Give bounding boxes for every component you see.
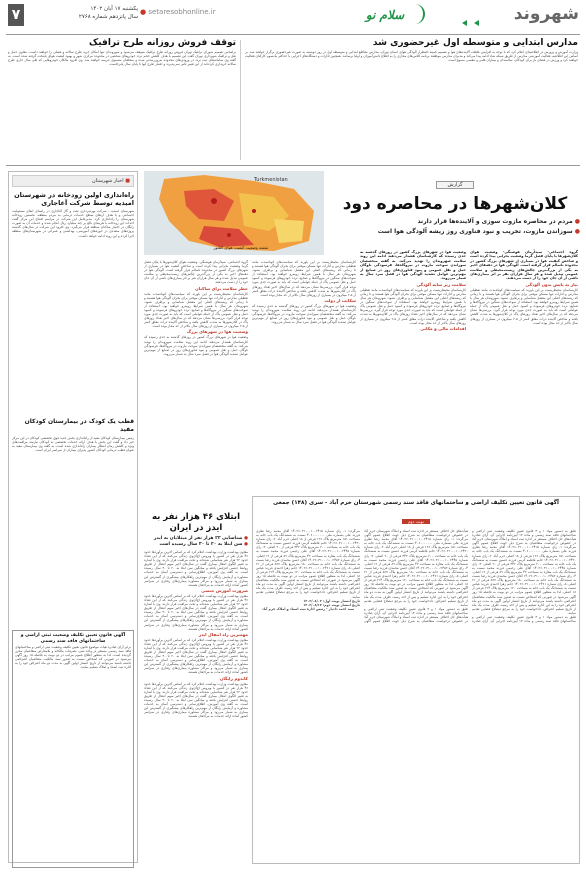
main-col-body-4b: کارشناسان محیط‌زیست بر این باورند که سیاست‌های کوتاه‌مدت مانند تعطیلی مدارس و ادارات تنها مسکن موقتی برای بحران آلودگی هوا هستند و تا زمانی که ریشه‌های اصلی این معضل شناسایی و برطرف نشود، شهروندان هر سال با همین شرایط روبه‌رو خواهند بود. استفاده از سوخت‌های سنگین در نیروگاه‌ها و صنایع، تردد خودروهای فرسوده و کمبود حمل و نقل عمومی پاک از جمله عواملی است که باید به صورت جدی مورد توجه قرار گیرد. بررسی‌ها نشان می‌دهد که در سال‌های اخیر تعداد روزهای پاک در کلان‌شهرها به شدت کاهش یافته و شاخص آلاینده ذرات معلق کمتر از ۲.۵ میکرون در بسیاری از روزهای سال بالاتر از حد مجاز بوده است. (144, 291, 248, 329)
bullet-dot-icon-3: ● (244, 536, 248, 541)
chevron-left-icon-2 (474, 20, 479, 26)
sidebar-body-2: رئیس بیمارستان کودکان مفید از راه‌اندازی بخش جدید فوق تخصصی کودکان در این مرکز خبر داد و گفت این بخش با هدف ارائه خدمات تخصصی به کودکان نیازمند مراقبت‌های ویژه و کاهش زمان انتظار بیماران راه‌اندازی شده است. به گفته وی بیمارستان مفید به عنوان قطب درمانی کودکان کشور پذیرای بیماران از سراسر ایران است. (12, 436, 134, 453)
main-col-body-3: کارشناسان محیط‌زیست بر این باورند که سیاست‌های کوتاه‌مدت مانند تعطیلی مدارس و ادارات تنها مسکن موقتی برای بحران آلودگی هوا هستند و تا زمانی که ریشه‌های اصلی این معضل شناسایی و برطرف نشود، شهروندان هر سال با همین شرایط روبه‌رو خواهند بود. استفاده از سوخت‌های سنگین در نیروگاه‌ها و صنایع، تردد خودروهای فرسوده و کمبود حمل و نقل عمومی پاک از جمله عواملی است که باید به صورت جدی مورد توجه قرار گیرد. بررسی‌ها نشان می‌دهد که در سال‌های اخیر تعداد روزهای پاک در کلان‌شهرها به شدت کاهش یافته و شاخص آلاینده ذرات معلق کمتر از ۲.۵ میکرون در بسیاری از روزهای سال بالاتر از حد مجاز بوده است. (252, 260, 356, 297)
legal-notice-columns (256, 529, 576, 864)
main-col-sub-4: شکایت از دولت (324, 297, 356, 303)
main-col-body-3b: وضعیت هوا در شهرهای بزرگ کشور در روزهای گذشته به حدی رسیده که کارشناسان هشدار می‌دهند ادامه این روند سلامت شهروندان را تهدید می‌کند. به گفته متخصصان سوزاندن سوخت مازوت در نیروگاه‌ها، فرسودگی ناوگان حمل و نقل عمومی و نبود فناوری‌های روز در صنایع از مهم‌ترین عوامل تشدید آلودگی هوا در فصل سرد سال به شمار می‌روند. (252, 303, 356, 325)
sidebar-label-bar: ■ اخبار شهرستان (12, 175, 134, 187)
aids-sub-2: ● سن ابتلا به ۲۰ تا ۳۰ سال رسیده است (159, 542, 248, 547)
aids-body-2: معاون بهداشت وزارت بهداشت اعلام کرد که بر اساس آخرین برآوردها حدود ۴۶ هزار نفر در کشور با ویروس اچ‌آی‌وی زندگی می‌کنند که از این تعداد حدود ۲۲ هزار نفر شناسایی شده‌اند و تحت مراقبت قرار دارند. وی با اشاره به تغییر الگوی انتقال بیماری گفت در سال‌های اخیر سهم انتقال از طریق روابط جنسی افزایش یافته و میانگین سن ابتلا به ۲۰ تا ۳۰ سال رسیده است. به گفته وی آموزش، اطلاع‌رسانی و دسترسی آسان به خدمات مشاوره و آزمایش رایگان از مهم‌ترین راهکارهای پیشگیری از گسترش این بیماری به شمار می‌رود و مراکز مشاوره بیماری‌های رفتاری در سراسر کشور آماده ارائه خدمات به مراجعان هستند. (144, 593, 248, 631)
legal-notice-body: طبق به دستور مواد ۱ و ۳ قانون تعیین تکلیف وضعیت ثبتی اراضی و ساختمانهای فاقد سند رسمی و ماده ۱۳ آیین‌نامه اجرایی آن، آرای صادره هیأت‌های حل اختلاف مستقر در اداره ثبت اسناد و املاک شهرستان خرم آباد در خصوص درخواست متقاضیان به شرح ذیل جهت اطلاع عموم آگهی می‌گردد: ۱- رای شماره ۱۴۰۲۶۰۳۱۰۰۰۱۰۰۲۴۱۵ آقای محمد رضا نظری فرزند علی بشماره ملی ۴۰۶۰۰۰۰۰۰۰ نسبت به ششدانگ یک باب خانه به مساحت ۱۵۱ مترمربع پلاک ۱۲۶ فرعی از ۱۸ اصلی خرم آباد. ۲- رای شماره ۱۴۰۲۶۰۳۱۰۰۰۱۰۰۲۴۳۰ خانم فاطمه کرمی فرزند حسین نسبت به ششدانگ یک باب خانه به مساحت ۲۰۰ مترمربع پلاک ۳۴۲ فرعی از ۲۰ اصلی. ۳- رای شماره ۱۴۰۲۶۰۳۱۰۰۰۱۰۰۲۴۴۵ آقای علی رحیمی فرزند محمد نسبت به ششدانگ یک باب مغازه به مساحت ۴۲ مترمربع پلاک ۸۹ فرعی از ۱۹ اصلی. ۴- رای شماره ۱۴۰۲۶۰۳۱۰۰۰۱۰۰۲۴۵۲ آقای حسن محمدی فرزند رضا نسبت به ششدانگ یک باب خانه به مساحت ۱۸۰ مترمربع پلاک ۵۶۷ فرعی از ۲۱ اصلی. ۵- رای شماره ۱۴۰۲۶۰۳۱۰۰۰۱۰۰۲۴۶۱ خانم زهرا احمدی فرزند عباس نسبت به ششدانگ یک باب خانه به مساحت ۱۲۰ مترمربع پلاک ۲۱۴ فرعی از ۱۸ اصلی. لذا به منظور اطلاع عموم مراتب در دو نوبت به فاصله ۱۵ روز آگهی می‌شود در صورتی که اشخاص نسبت به صدور سند مالکیت متقاضیان اعتراضی داشته باشند می‌توانند از تاریخ انتشار اولین آگهی به مدت دو ماه اعتراض خود را به این اداره تسلیم و پس از اخذ رسید، ظرف مدت یک ماه از تاریخ تسلیم اعتراض، دادخواست خود را به مرجع ذیصلاح قضایی تقدیم نمایند. (472, 529, 577, 615)
main-lead-column (470, 250, 578, 490)
sidebar-ad (12, 630, 134, 868)
aids-col-sub-2: مهمترین راه انتقال ایدز (198, 631, 248, 637)
main-col-body-1: کارشناسان محیط‌زیست بر این باورند که سیاست‌های کوتاه‌مدت مانند تعطیلی مدارس و ادارات تنها مسکن موقتی برای بحران آلودگی هوا هستند و تا زمانی که ریشه‌های اصلی این معضل شناسایی و برطرف نشود، شهروندان هر سال با همین شرایط روبه‌رو خواهند بود. استفاده از سوخت‌های سنگین در نیروگاه‌ها و صنایع، تردد خودروهای فرسوده و کمبود حمل و نقل عمومی پاک از جمله عواملی است که باید به صورت جدی مورد توجه قرار گیرد. بررسی‌ها نشان می‌دهد که در سال‌های اخیر تعداد روزهای پاک در کلان‌شهرها به شدت کاهش یافته و شاخص آلاینده ذرات معلق کمتر از ۲.۵ میکرون در بسیاری از روزهای سال بالاتر از حد مجاز بوده است. (470, 287, 578, 325)
air-quality-map (144, 171, 324, 255)
main-col-sub-3: اقدامات مالی و مکانی (420, 325, 466, 331)
main-col-body-2: کارشناسان محیط‌زیست بر این باورند که سیاست‌های کوتاه‌مدت مانند تعطیلی مدارس و ادارات تنها مسکن موقتی برای بحران آلودگی هوا هستند و تا زمانی که ریشه‌های اصلی این معضل شناسایی و برطرف نشود، شهروندان هر سال با همین شرایط روبه‌رو خواهند بود. استفاده از سوخت‌های سنگین در نیروگاه‌ها و صنایع، تردد خودروهای فرسوده و کمبود حمل و نقل عمومی پاک از جمله عواملی است که باید به صورت جدی مورد توجه قرار گیرد. بررسی‌ها نشان می‌دهد که در سال‌های اخیر تعداد روزهای پاک در کلان‌شهرها به شدت کاهش یافته و شاخص آلاینده ذرات معلق کمتر از ۲.۵ میکرون در بسیاری از روزهای سال بالاتر از حد مجاز بوده است. (360, 287, 466, 325)
sidebar (8, 171, 138, 863)
page-number: ۷ (11, 7, 21, 23)
main-story-header (330, 171, 580, 247)
header-issue: سال پانزدهم شماره ۲۷۶۸ (78, 14, 138, 20)
top-left-headline: توقف فروش روزانه طرح ترافیک (89, 38, 236, 48)
aids-body: معاون بهداشت وزارت بهداشت اعلام کرد که بر اساس آخرین برآوردها حدود ۴۶ هزار نفر در کشور با ویروس اچ‌آی‌وی زندگی می‌کنند که از این تعداد حدود ۲۲ هزار نفر شناسایی شده‌اند و تحت مراقبت قرار دارند. وی با اشاره به تغییر الگوی انتقال بیماری گفت در سال‌های اخیر سهم انتقال از طریق روابط جنسی افزایش یافته و میانگین سن ابتلا به ۲۰ تا ۳۰ سال رسیده است. به گفته وی آموزش، اطلاع‌رسانی و دسترسی آسان به خدمات مشاوره و آزمایش رایگان از مهم‌ترین راهکارهای پیشگیری از گسترش این بیماری به شمار می‌رود و مراکز مشاوره بیماری‌های رفتاری در سراسر کشور آماده ارائه خدمات به مراجعان هستند. (144, 550, 248, 587)
paper-logo: سلام نو (365, 8, 405, 22)
newspaper-icon: ■ (125, 178, 130, 184)
sidebar-ad-body: برابر آرای صادره هیات موضوع قانون تعیین تکلیف وضعیت ثبتی اراضی و ساختمانهای فاقد سند رسمی مستقر در واحد ثبتی، تصرفات مالکانه و بلامعارض متقاضیان محرز گردیده است. لذا به منظور اطلاع عموم مراتب در دو نوبت به فاصله ۱۵ روز آگهی می‌شود در صورتی که اشخاص نسبت به صدور سند مالکیت متقاضیان اعتراضی داشته باشند می‌توانند از تاریخ انتشار اولین آگهی به مدت دو ماه اعتراض خود را به اداره ثبت اسناد و املاک تسلیم نمایند. (15, 645, 131, 670)
main-col-sub-6: وضعیت هوا در شهرهای بزرگ (186, 329, 248, 335)
top-left-body: براساس تصمیم شورای ترافیک تهران فروش روزانه طرح ترافیک متوقف می‌شود و شهروندان تنها امکان خرید طرح سالانه و فصلی را خواهند داشت. معاون حمل و نقل و ترافیک شهرداری تهران گفت این تصمیم با هدف کاهش حجم تردد خودروهای شخصی در محدوده مرکزی شهر و بهبود کیفیت هوای پایتخت گرفته شده است. به گفته وی سامانه‌های ثبت تردد در ورودی‌های محدوده به‌روزرسانی شده و متخلفان مشمول جریمه خواهند شد. وی افزود مالکان خودروهایی که طی سال جاری طرح سالانه خریداری کرده‌اند از این تغییر تاثیر نمی‌پذیرند و اعتبار طرح آنها تا پایان سال پابرجاست. (8, 50, 236, 67)
aids-body-4: معاون بهداشت وزارت بهداشت اعلام کرد که بر اساس آخرین برآوردها حدود ۴۶ هزار نفر در کشور با ویروس اچ‌آی‌وی زندگی می‌کنند که از این تعداد حدود ۲۲ هزار نفر شناسایی شده‌اند و تحت مراقبت قرار دارند. وی با اشاره به تغییر الگوی انتقال بیماری گفت در سال‌های اخیر سهم انتقال از طریق روابط جنسی افزایش یافته و میانگین سن ابتلا به ۲۰ تا ۳۰ سال رسیده است. به گفته وی آموزش، اطلاع‌رسانی و دسترسی آسان به خدمات مشاوره و آزمایش رایگان از مهم‌ترین راهکارهای پیشگیری از گسترش این بیماری به شمار می‌رود و مراکز مشاوره بیماری‌های رفتاری در سراسر کشور آماده ارائه خدمات به مراجعان هستند. (144, 681, 248, 719)
top-right-body: وزارت آموزش و پرورش در اطلاعیه‌ای اعلام کرد که با توجه به افزایش غلظت آلاینده‌های هوا و تصمیم کمیته اضطرار آلودگی هوای استان تهران، مدارس مقاطع ابتدایی و متوسطه اول در روز دوشنبه به صورت غیرحضوری برگزار خواهند شد. بر اساس این اطلاعیه، فعالیت آموزشی مدارس از طریق شبکه شاد ادامه پیدا می‌کند و مدیران مدارس موظفند برنامه کلاس‌های مجازی را به اطلاع دانش‌آموزان و اولیا برسانند. همچنین ادارات و دستگاه‌های اجرایی با حداکثر یک‌سوم کارکنان فعالیت خواهند کرد و ورزش در فضای باز برای کودکان، سالمندان و بیماران قلبی و تنفسی ممنوع است. (245, 50, 578, 63)
bullet-dot-icon: ● (574, 218, 580, 225)
map-label-turkmenistan: Turkmenistan (254, 177, 288, 183)
kicker-badge: گزارش (436, 181, 473, 189)
legal-notice-tag: نوبت دوم (256, 508, 576, 527)
main-col-2 (360, 250, 466, 490)
sidebar-headline-1: راه‌اندازی اولین زودخانه در شهرستان امیدیه توسط شرکت آغاجاری (14, 191, 134, 207)
sidebar-headline-2: قطب‌ یک کودک در بیمارستان کودکان مفید (24, 418, 134, 433)
legal-notice-signer: سید احمد دادیار - رئیس اداره ثبت اسناد و املاک خرم آباد (262, 606, 354, 611)
aids-sub-1: ● شناسایی ۲۲ هزار نفر از مبتلایان به ایدز (153, 536, 248, 541)
main-sub-1: ● مردم در محاصره مازوت سوزی و آلاینده‌ها قرار دارند (417, 218, 580, 225)
main-col-sub-1: نیاز به پایش بدون آلودگی (525, 281, 578, 287)
header-date: یکشنبه ۱۷ آبان ۱۴۰۲ (90, 6, 138, 12)
top-right-story (245, 38, 578, 162)
legal-notice-date-2: تاریخ انتشار نوبت دوم: ۱۴۰۲/۰۸/۱۷ (303, 602, 360, 607)
section-chevrons (462, 11, 492, 21)
main-col-sub-2: سلامت زیر سایه آلودگی (416, 281, 466, 287)
main-col-body-4: گروه اجتماعی- سیدآرمان هوشنگی- وضعیت هوای کلان‌شهرها با پایان فصل گرما وضعیت بحرانی پیدا کرده است و شاخص کیفیت هوا در بسیاری از شهرهای بزرگ کشور در محدوده ناسالم قرار گرفته است. آلودگی هوا در دهه‌های اخیر به یکی از بزرگ‌ترین چالش‌های زیست‌محیطی و سلامت عمومی تبدیل شده و هر سال هزاران نفر بر اثر بیماری‌های ناشی از آن جان خود را از دست می‌دهند. (144, 260, 248, 285)
page-number-badge (8, 4, 24, 26)
iran-map-graphic (144, 171, 324, 255)
section-rule (6, 165, 580, 166)
red-dot-icon: ● (140, 8, 147, 16)
aids-col-sub-3: کاندوم رایگان (219, 675, 248, 681)
site-url: ● setaresobhonline.ir (140, 8, 216, 16)
aids-col-sub-1: ضرورت آموزش جنسی (201, 587, 248, 593)
section-title: شهروند (513, 4, 579, 24)
top-divider (240, 40, 241, 160)
map-caption: نقشه وضعیت کیفیت هوای کشور (213, 245, 268, 250)
sidebar-body-1: شهرستان امیدیه - شرکت بهره‌برداری نفت و گاز آغاجاری در راستای ایفای مسئولیت اجتماعی و با هدف ارتقای سطح خدمات درمانی به مردم منطقه، نخستین زودخانه شهرستان را راه‌اندازی کرد. مدیرعامل این شرکت در مراسم افتتاح این مرکز گفت احداث این زودخانه با هزینه‌ای بالغ بر چند میلیارد ریال انجام شده و خدمات آن به صورت رایگان در اختیار ساکنان منطقه قرار می‌گیرد. وی افزود این شرکت در سال‌های گذشته پروژه‌های متعددی در حوزه‌های آموزشی، بهداشتی و عمرانی در شهرستان‌های منطقه اجرا کرده و این روند ادامه خواهد داشت. (12, 209, 134, 238)
main-col-3 (252, 260, 356, 490)
legal-notice (252, 496, 580, 864)
legal-notice-date-1: تاریخ انتشار نوبت اول: ۱۴۰۲/۰۸/۰۲ (303, 598, 360, 603)
top-right-headline: مدارس ابتدایی و متوسطه اول غیرحضوری شد (372, 38, 578, 48)
header-rule (6, 34, 580, 35)
page-header (0, 0, 586, 42)
top-left-story (8, 38, 236, 162)
legal-notice-body-2: طبق به دستور مواد ۱ و ۳ قانون تعیین تکلیف وضعیت ثبتی اراضی و ساختمانهای فاقد سند رسمی و ماده ۱۳ آیین‌نامه اجرایی آن، آرای صادره هیأت‌های حل اختلاف مستقر در اداره ثبت اسناد و املاک شهرستان خرم آباد در خصوص درخواست متقاضیان به شرح ذیل جهت اطلاع عموم آگهی می‌گردد: ۱- رای شماره ۱۴۰۲۶۰۳۱۰۰۰۱۰۰۲۴۱۵ آقای محمد رضا نظری فرزند علی بشماره ملی ۴۰۶۰۰۰۰۰۰۰ نسبت به ششدانگ یک باب خانه به مساحت ۱۵۱ مترمربع پلاک ۱۲۶ فرعی از ۱۸ اصلی خرم آباد. ۲- رای شماره ۱۴۰۲۶۰۳۱۰۰۰۱۰۰۲۴۳۰ خانم فاطمه کرمی فرزند حسین نسبت به ششدانگ یک باب خانه به مساحت ۲۰۰ مترمربع پلاک ۳۴۲ فرعی از ۲۰ اصلی. ۳- رای شماره ۱۴۰۲۶۰۳۱۰۰۰۱۰۰۲۴۴۵ آقای علی رحیمی فرزند محمد نسبت به ششدانگ یک باب مغازه به مساحت ۴۲ مترمربع پلاک ۸۹ فرعی از ۱۹ اصلی. ۴- رای شماره ۱۴۰۲۶۰۳۱۰۰۰۱۰۰۲۴۵۲ آقای حسن محمدی فرزند رضا نسبت به ششدانگ یک باب خانه به مساحت ۱۸۰ مترمربع پلاک ۵۶۷ فرعی از ۲۱ اصلی. ۵- رای شماره ۱۴۰۲۶۰۳۱۰۰۰۱۰۰۲۴۶۱ خانم زهرا احمدی فرزند عباس نسبت به ششدانگ یک باب خانه به مساحت ۱۲۰ مترمربع پلاک ۲۱۴ فرعی از ۱۸ اصلی. لذا به منظور اطلاع عموم مراتب در دو نوبت به فاصله ۱۵ روز آگهی می‌شود در صورتی که اشخاص نسبت به صدور سند مالکیت متقاضیان اعتراضی داشته باشند می‌توانند از تاریخ انتشار اولین آگهی به مدت دو ماه اعتراض خود را به این اداره تسلیم و پس از اخذ رسید، ظرف مدت یک ماه از تاریخ تسلیم اعتراض، دادخواست خود را به مرجع ذیصلاح قضایی تقدیم نمایند. (364, 529, 576, 624)
bullet-dot-icon-2: ● (574, 228, 580, 235)
chevron-left-icon (462, 20, 467, 26)
main-col-sub-5: خطر سلامت برای ساکنان (195, 285, 248, 291)
bullet-dot-icon-4: ● (244, 542, 248, 547)
main-col-body-4c: وضعیت هوا در شهرهای بزرگ کشور در روزهای گذشته به حدی رسیده که کارشناسان هشدار می‌دهند ادامه این روند سلامت شهروندان را تهدید می‌کند. به گفته متخصصان سوزاندن سوخت مازوت در نیروگاه‌ها، فرسودگی ناوگان حمل و نقل عمومی و نبود فناوری‌های روز در صنایع از مهم‌ترین عوامل تشدید آلودگی هوا در فصل سرد سال به شمار می‌روند. (144, 335, 248, 356)
aids-headline: ابتلای ۴۶ هزار نفر به ایدز در ایران (152, 512, 240, 533)
main-lead-2: وضعیت هوا در شهرهای بزرگ کشور در روزهای گذشته به حدی رسیده که کارشناسان هشدار می‌دهند ادامه این روند سلامت شهروندان را تهدید می‌کند. به گفته متخصصان سوزاندن سوخت مازوت در نیروگاه‌ها، فرسودگی ناوگان حمل و نقل عمومی و نبود فناوری‌های روز در صنایع از مهم‌ترین عوامل تشدید آلودگی هوا در فصل سرد سال به شمار می‌روند. (360, 250, 466, 281)
main-col-4 (144, 260, 248, 508)
main-headline: کلان‌شهرها در محاصره دود (342, 194, 568, 214)
main-lead: گروه اجتماعی- سیدآرمان هوشنگی- وضعیت هوای کلان‌شهرها با پایان فصل گرما وضعیت بحرانی پیدا کرده است و شاخص کیفیت هوا در بسیاری از شهرهای بزرگ کشور در محدوده ناسالم قرار گرفته است. آلودگی هوا در دهه‌های اخیر به یکی از بزرگ‌ترین چالش‌های زیست‌محیطی و سلامت عمومی تبدیل شده و هر سال هزاران نفر بر اثر بیماری‌های ناشی از آن جان خود را از دست می‌دهند. (470, 250, 578, 281)
main-kicker (330, 171, 580, 190)
legal-notice-body-3: طبق به دستور مواد ۱ و ۳ قانون تعیین تکلیف وضعیت ثبتی اراضی و ساختمانهای فاقد سند رسمی و ماده ۱۳ آیین‌نامه اجرایی آن، آرای صادره هیأت‌های حل اختلاف مستقر در اداره ثبت اسناد و املاک شهرستان خرم آباد در خصوص درخواست متقاضیان به شرح ذیل جهت اطلاع عموم آگهی می‌گردد: ۱- رای شماره ۱۴۰۲۶۰۳۱۰۰۰۱۰۰۲۴۱۵ آقای محمد رضا نظری فرزند علی بشماره ملی ۴۰۶۰۰۰۰۰۰۰ نسبت به ششدانگ یک باب خانه به مساحت ۱۵۱ مترمربع پلاک ۱۲۶ فرعی از ۱۸ اصلی خرم آباد. ۲- رای شماره ۱۴۰۲۶۰۳۱۰۰۰۱۰۰۲۴۳۰ خانم فاطمه کرمی فرزند حسین نسبت به ششدانگ یک باب خانه به مساحت ۲۰۰ مترمربع پلاک ۳۴۲ فرعی از ۲۰ اصلی. ۳- رای شماره ۱۴۰۲۶۰۳۱۰۰۰۱۰۰۲۴۴۵ آقای علی رحیمی فرزند محمد نسبت به ششدانگ یک باب مغازه به مساحت ۴۲ مترمربع پلاک ۸۹ فرعی از ۱۹ اصلی. ۴- رای شماره ۱۴۰۲۶۰۳۱۰۰۰۱۰۰۲۴۵۲ آقای حسن محمدی فرزند رضا نسبت به ششدانگ یک باب خانه به مساحت ۱۸۰ مترمربع پلاک ۵۶۷ فرعی از ۲۱ اصلی. ۵- رای شماره ۱۴۰۲۶۰۳۱۰۰۰۱۰۰۲۴۶۱ خانم زهرا احمدی فرزند عباس نسبت به ششدانگ یک باب خانه به مساحت ۱۲۰ مترمربع پلاک ۲۱۴ فرعی از ۱۸ اصلی. لذا به منظور اطلاع عموم مراتب در دو نوبت به فاصله ۱۵ روز آگهی می‌شود در صورتی که اشخاص نسبت به صدور سند مالکیت متقاضیان اعتراضی داشته باشند می‌توانند از تاریخ انتشار اولین آگهی به مدت دو ماه اعتراض خود را به این اداره تسلیم و پس از اخذ رسید، ظرف مدت یک ماه از تاریخ تسلیم اعتراض، دادخواست خود را به مرجع ذیصلاح قضایی تقدیم نمایند. (256, 529, 468, 624)
aids-story (144, 512, 248, 862)
main-sub-2: ● سوزاندن مازوت، تخریب و نبود فناوری روز ریشه آلودگی هوا است (377, 228, 580, 235)
logo-swoosh-icon (413, 4, 425, 24)
aids-body-3: معاون بهداشت وزارت بهداشت اعلام کرد که بر اساس آخرین برآوردها حدود ۴۶ هزار نفر در کشور با ویروس اچ‌آی‌وی زندگی می‌کنند که از این تعداد حدود ۲۲ هزار نفر شناسایی شده‌اند و تحت مراقبت قرار دارند. وی با اشاره به تغییر الگوی انتقال بیماری گفت در سال‌های اخیر سهم انتقال از طریق روابط جنسی افزایش یافته و میانگین سن ابتلا به ۲۰ تا ۳۰ سال رسیده است. به گفته وی آموزش، اطلاع‌رسانی و دسترسی آسان به خدمات مشاوره و آزمایش رایگان از مهم‌ترین راهکارهای پیشگیری از گسترش این بیماری به شمار می‌رود و مراکز مشاوره بیماری‌های رفتاری در سراسر کشور آماده ارائه خدمات به مراجعان هستند. (144, 637, 248, 675)
sidebar-ad-title: آگهی قانون تعیین تکلیف وضعیت ثبتی اراضی و ساختمانهای فاقد سند رسمی (20, 633, 126, 644)
legal-notice-title: آگهی قانون تعیین تکلیف اراضی و ساختمانهای فاقد سند رسمی شهرستان خرم آباد - سری (۱۴۸) جمعی (273, 500, 559, 506)
